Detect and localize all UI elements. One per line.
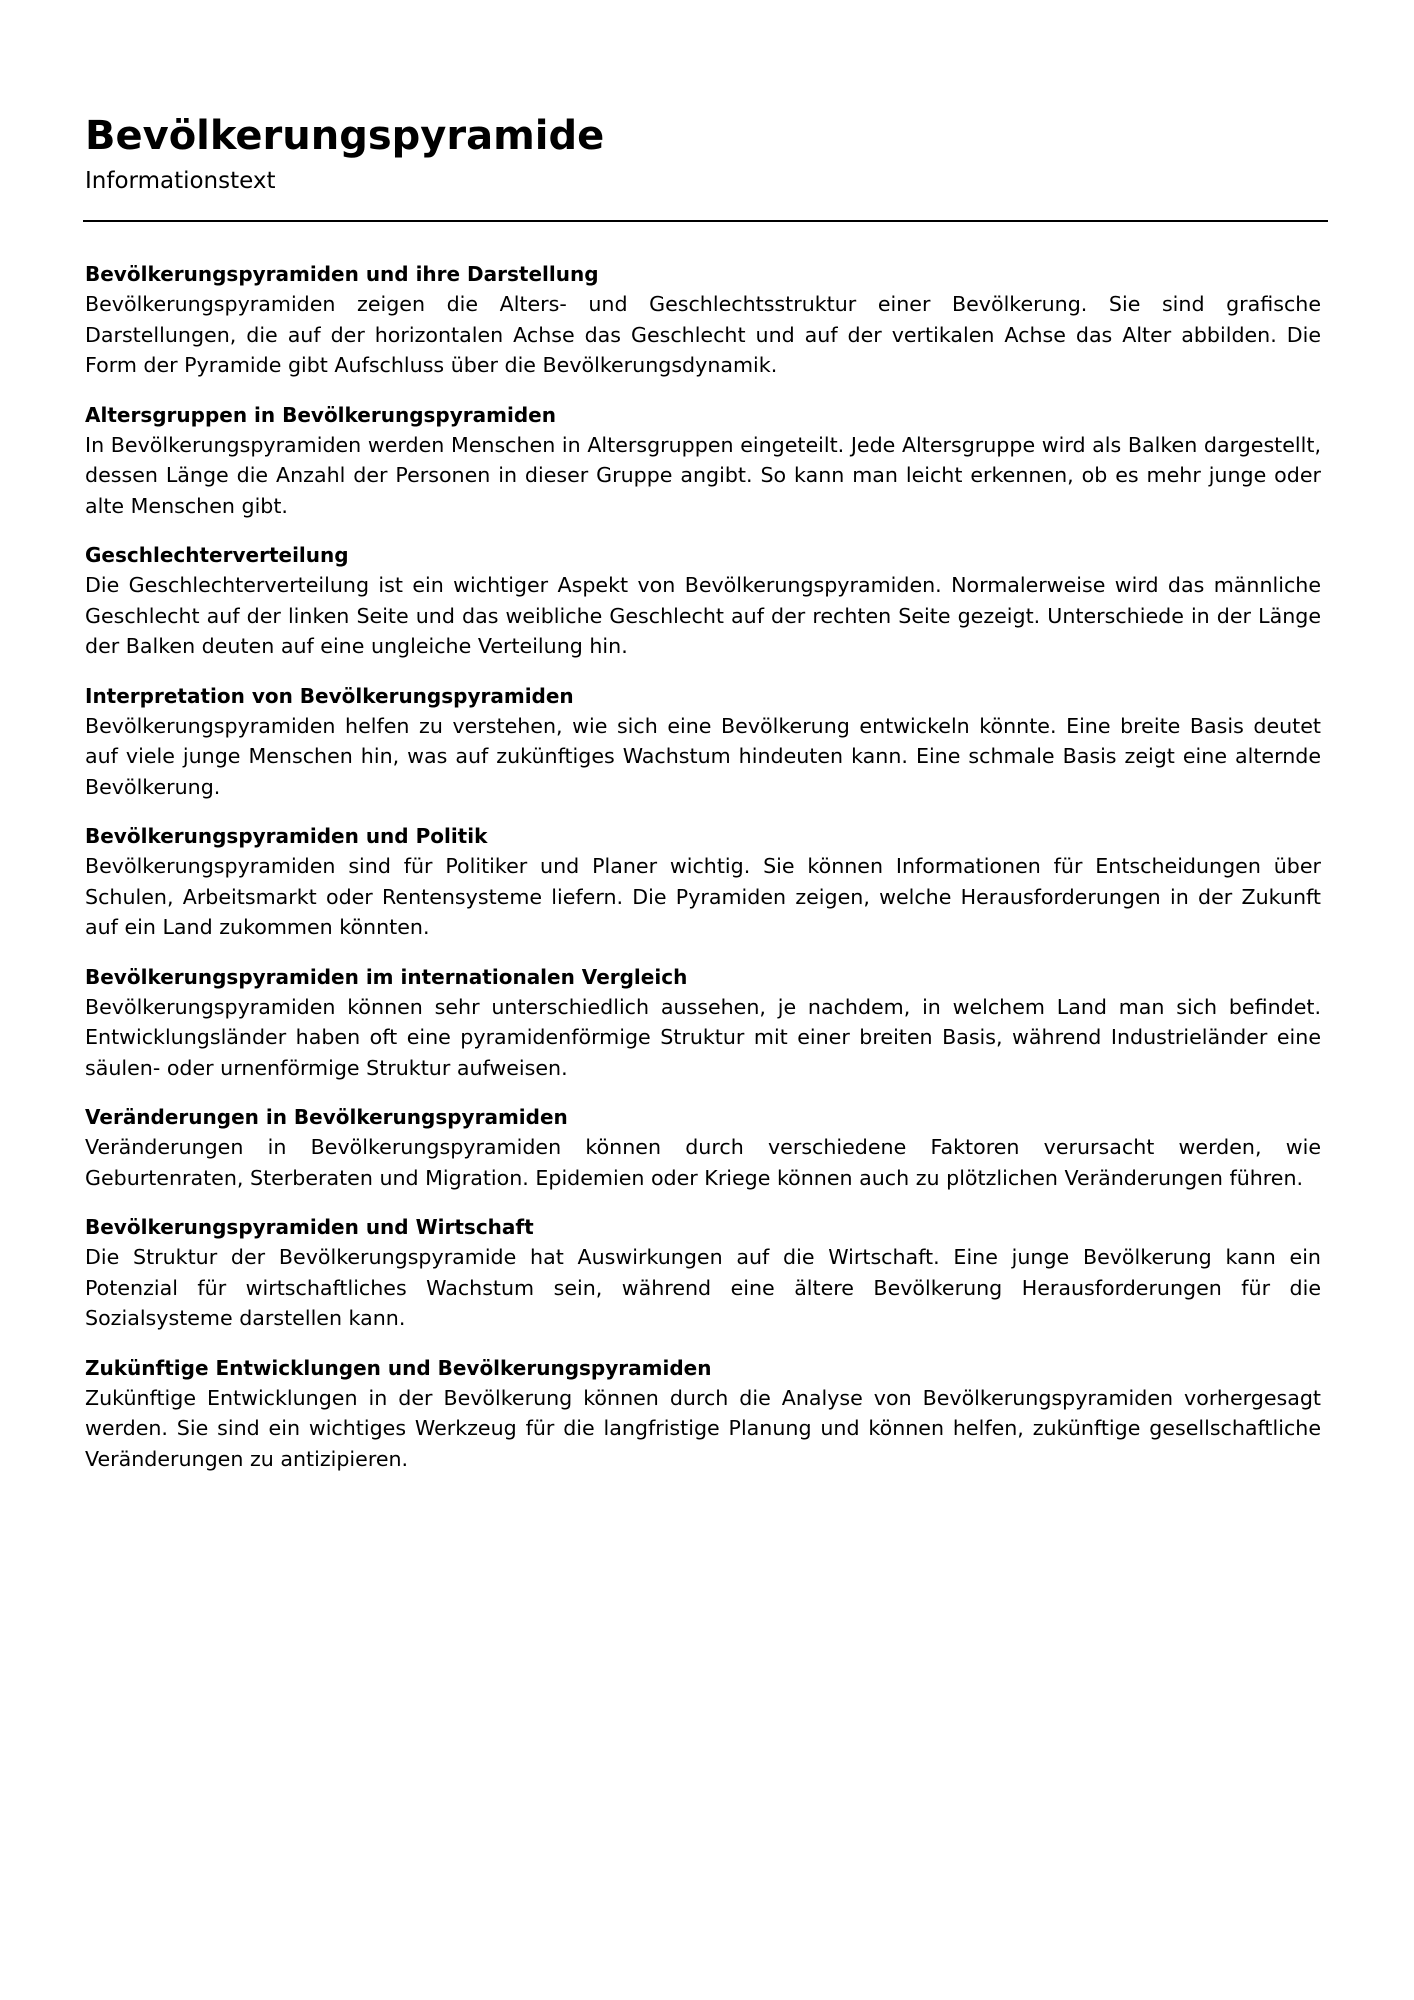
section-heading: Veränderungen in Bevölkerungspyramiden: [85, 1105, 568, 1129]
document-title: Bevölkerungspyramide: [85, 113, 605, 159]
document-subtitle: Informationstext: [85, 168, 276, 194]
section: [85, 1212, 1321, 1334]
section-body: Zukünftige Entwicklungen in der Bevölkerung können durch die Analyse von Bevölkerungspyramiden vorhergesagt werden. Sie sind ein wichtiges Werkzeug für die langfristige Planung und können helfen, zukünftige gesellschaftliche Veränderungen zu antizipieren.: [85, 1385, 1321, 1471]
section: [85, 1102, 1321, 1193]
section-body: Bevölkerungspyramiden zeigen die Alters- und Geschlechtsstruktur einer Bevölkerung. Sie sind grafische Darstellungen, die auf der horizontalen Achse das Geschlecht und auf der vertikalen Achse das Alter abbilden. Die Form der Pyramide gibt Aufschluss über die Bevölkerungsdynamik.: [85, 292, 1321, 377]
section-body: Die Struktur der Bevölkerungspyramide hat Auswirkungen auf die Wirtschaft. Eine junge Bevölkerung kann ein Potenzial für wirtschaftliches Wachstum sein, während eine ältere Bevölkerung Herausforderungen für die Sozialsysteme darstellen kann.: [85, 1245, 1321, 1330]
section-heading: Bevölkerungspyramiden und Politik: [85, 824, 488, 848]
section-body: Bevölkerungspyramiden können sehr unterschiedlich aussehen, je nachdem, in welchem Land man sich befindet. Entwicklungsländer haben oft eine pyramidenförmige Struktur mit einer breiten Basis, während Industrieländer eine säulen- oder urnenförmige Struktur aufweisen.: [85, 994, 1321, 1080]
section: [85, 821, 1321, 943]
section-heading: Zukünftige Entwicklungen und Bevölkerungspyramiden: [85, 1355, 712, 1380]
section-body: Bevölkerungspyramiden sind für Politiker und Planer wichtig. Sie können Informationen für Entscheidungen über Schulen, Arbeitsmarkt oder Rentensysteme liefern. Die Pyramiden zeigen, welche Herausforderungen in der Zukunft auf ein Land zukommen könnten.: [85, 854, 1321, 939]
section: [85, 540, 1321, 662]
section: [85, 1353, 1321, 1475]
section: [85, 962, 1321, 1084]
section: [85, 400, 1321, 522]
section-heading: Bevölkerungspyramiden und ihre Darstellung: [85, 262, 599, 286]
section-heading: Altersgruppen in Bevölkerungspyramiden: [85, 402, 556, 427]
header-divider: [83, 220, 1328, 222]
sections-container: [85, 259, 1321, 1493]
section-heading: Bevölkerungspyramiden und Wirtschaft: [85, 1215, 534, 1239]
section-body: Veränderungen in Bevölkerungspyramiden können durch verschiedene Faktoren verursacht werden, wie Geburtenraten, Sterberaten und Migration. Epidemien oder Kriege können auch zu plötzlichen Veränderungen führen.: [85, 1135, 1321, 1190]
section-heading: Geschlechterverteilung: [85, 543, 349, 567]
section-body: Bevölkerungspyramiden helfen zu verstehen, wie sich eine Bevölkerung entwickeln könnte. Eine breite Basis deutet auf viele junge Menschen hin, was auf zukünftiges Wachstum hindeuten kann. Eine schmale Basis zeigt eine alternde Bevölkerung.: [85, 713, 1321, 799]
section-heading: Bevölkerungspyramiden im internationalen Vergleich: [85, 964, 688, 989]
section-body: In Bevölkerungspyramiden werden Menschen in Altersgruppen eingeteilt. Jede Altersgruppe wird als Balken dargestellt, dessen Länge die Anzahl der Personen in dieser Gruppe angibt. So kann man leicht erkennen, ob es mehr junge oder alte Menschen gibt.: [85, 432, 1321, 518]
section: [85, 259, 1321, 381]
section-body: Die Geschlechterverteilung ist ein wichtiger Aspekt von Bevölkerungspyramiden. Normalerweise wird das männliche Geschlecht auf der linken Seite und das weibliche Geschlecht auf der rechten Seite gezeigt. Unterschiede in der Länge der Balken deuten auf eine ungleiche Verteilung hin.: [85, 573, 1321, 658]
section: [85, 681, 1321, 803]
section-heading: Interpretation von Bevölkerungspyramiden: [85, 683, 574, 708]
